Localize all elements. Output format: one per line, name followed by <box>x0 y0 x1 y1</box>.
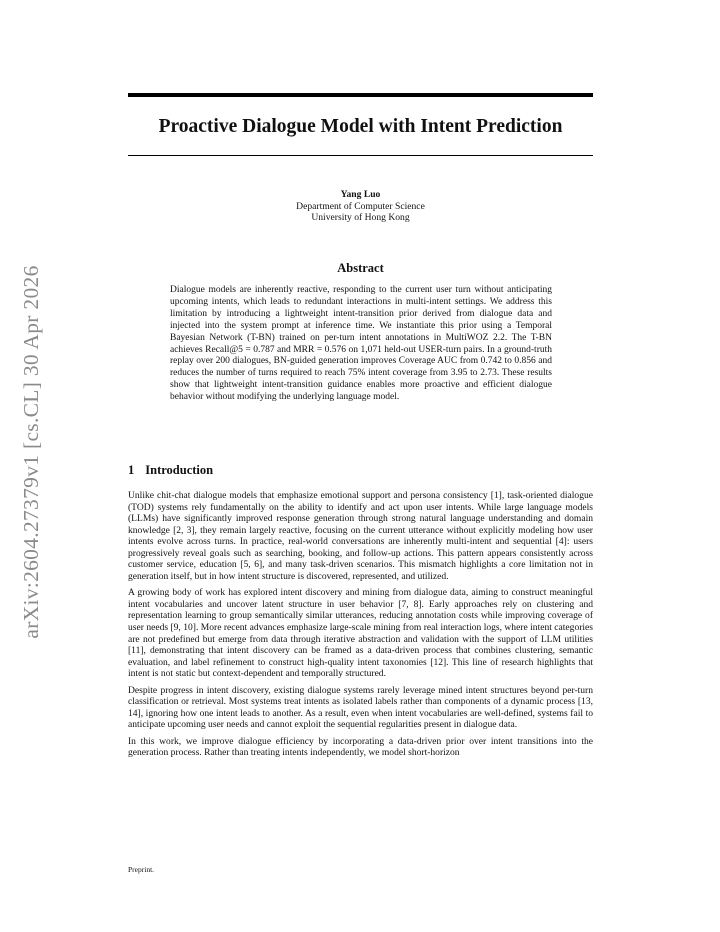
body-paragraph: A growing body of work has explored intent discovery and mining from dialogue data, aiming to construct meaningful intent vocabularies and uncover latent structure in user behavior [7, 8]. Early approaches rely on clustering and representation learning to group semantically similar utterances, reducing annotation costs while improving coverage of user needs [9, 10]. More recent advances emphasize large-scale mining from real interaction logs, where intent categories are not predefined but emerge from data through iterative abstraction and validation with the support of LLM utilities [11], demonstrating that intent discovery can be framed as a data-driven process that combines clustering, semantic evaluation, and label refinement to construct high-quality intent taxonomies [12]. This line of research highlights that intent is not static but context-dependent and temporally structured. <box>128 587 593 680</box>
paper-title: Proactive Dialogue Model with Intent Prediction <box>158 116 563 137</box>
author-institution: University of Hong Kong <box>311 212 410 223</box>
author-department: Department of Computer Science <box>296 200 425 212</box>
abstract-heading: Abstract <box>337 261 384 275</box>
title-bottom-rule <box>128 155 593 156</box>
author-block <box>128 189 593 224</box>
page-footer: Preprint. <box>128 865 155 874</box>
body-paragraph: In this work, we improve dialogue efficiency by incorporating a data-driven prior over intent transitions into the generation process. Rather than treating intents independently, we model short-horizon <box>128 735 593 759</box>
section-number: 1 <box>128 463 135 477</box>
title-top-rule <box>128 93 593 97</box>
body-paragraph: Despite progress in intent discovery, existing dialogue systems rarely leverage mined intent structures beyond per-turn classification or retrieval. Most systems treat intents as isolated labels rather than components of a dynamic process [13, 14], ignoring how one intent leads to another. As a result, even when intent vocabularies are well-defined, systems fail to anticipate upcoming user needs and cannot exploit the sequential regularities present in dialogue data. <box>128 684 593 731</box>
abstract-text: Dialogue models are inherently reactive, responding to the current user turn without anticipating upcoming intents, which leads to redundant interactions in multi-intent settings. We address this limitation by introducing a lightweight intent-transition prior derived from dialogue data and injected into the system prompt at inference time. We instantiate this prior using a Temporal Bayesian Network (T-BN) trained on per-turn intent annotations in MultiWOZ 2.2. The T-BN achieves Recall@5 = 0.787 and MRR = 0.576 on 1,071 held-out USER-turn pairs. In a ground-truth replay over 200 dialogues, BN-guided generation improves Coverage AUC from 0.742 to 0.856 and reduces the number of turns required to reach 75% intent coverage from 3.95 to 2.73. These results show that lightweight intent-transition guidance enables more proactive and efficient dialogue behavior without modifying the underlying language model. <box>170 285 552 403</box>
section-title: Introduction <box>145 463 214 477</box>
body-paragraph: Unlike chit-chat dialogue models that emphasize emotional support and persona consistency [1], task-oriented dialogue (TOD) systems rely fundamentally on the ability to identify and act upon user intents. While large language models (LLMs) have significantly improved response generation through strong natural language understanding and domain knowledge [2, 3], they remain largely reactive, focusing on the current utterance without explicitly modeling how user intents evolve across turns. In practice, real-world conversations are inherently multi-intent and sequential [4]: users progressively reveal goals such as searching, booking, and follow-up actions. This pattern appears consistently across customer service, education [5, 6], and many task-driven scenarios. This mismatch highlights a core limitation not in generation itself, but in how intent structure is discovered, represented, and utilized. <box>128 490 593 582</box>
introduction-body <box>128 490 593 764</box>
section-heading <box>128 463 213 478</box>
author-name: Yang Luo <box>340 189 381 200</box>
arxiv-identifier-stamp: arXiv:2604.27379v1 [cs.CL] 30 Apr 2026 <box>19 265 43 639</box>
